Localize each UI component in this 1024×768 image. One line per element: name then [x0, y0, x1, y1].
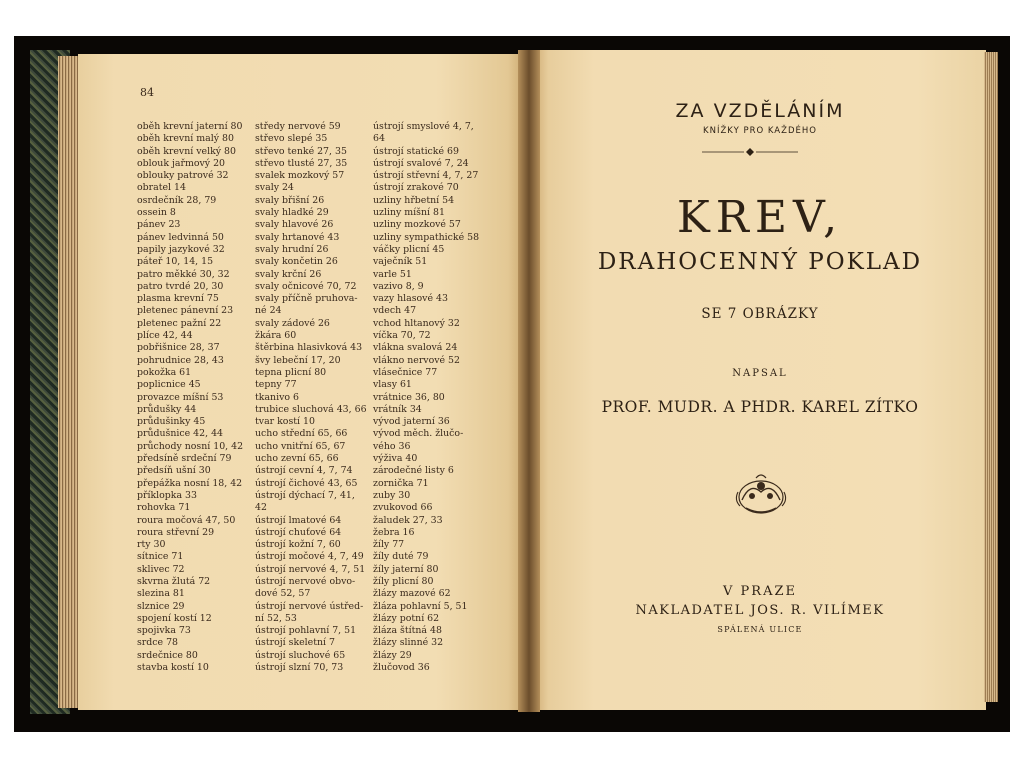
index-entry: ústrojí smyslové 4, 7, [373, 121, 474, 132]
index-entry: ústrojí zrakové 70 [373, 182, 459, 194]
index-entry: svaly hlavové 26 [255, 219, 334, 231]
index-entry: pleteneс pánevní 23 [137, 305, 234, 317]
index-entry: žaludek 27, 33 [373, 514, 443, 526]
index-entry: vývod měch. žlučo- [373, 428, 464, 440]
index-entry: výživa 40 [373, 453, 418, 465]
index-entry: střevo tenké 27, 35 [255, 145, 347, 157]
index-entry: 64 [373, 133, 385, 145]
index-entry: svaly hladké 29 [255, 207, 329, 219]
index-entry: uzliny sympathické 58 [373, 231, 480, 243]
index-entry: vlasy 61 [373, 379, 412, 391]
index-entry: svaly očnicové 70, 72 [255, 280, 357, 292]
index-entry: zuby 30 [373, 489, 411, 501]
index-entry: váčky plicní 45 [373, 243, 445, 255]
index-entry: štěrbina hlasivková 43 [255, 342, 363, 354]
index-entry: žlučovod 36 [373, 662, 430, 674]
index-entry: tkanivo 6 [255, 391, 299, 403]
index-entry: středy nervové 59 [255, 121, 341, 132]
index-entry: ústrojí střevní 4, 7, 27 [373, 170, 479, 182]
book-subtitle: DRAHOCENNÝ POKLAD [597, 249, 923, 275]
index-entry: ústrojí močové 4, 7, 49 [255, 551, 364, 563]
index-entry: svaly krční 26 [255, 268, 322, 280]
index-entry: slezina 81 [137, 588, 185, 600]
index-entry: zornička 71 [373, 477, 429, 489]
book-title: KREV, [676, 192, 844, 243]
index-column-2 [255, 121, 370, 674]
index-entry: průdušky 44 [137, 403, 197, 415]
publisher-street: SPÁLENÁ ULICE [717, 625, 803, 634]
index-entry: plasma krevní 75 [137, 293, 219, 305]
index-entry: žlázy slinné 32 [373, 637, 444, 649]
index-entry: stavba kostí 10 [137, 662, 209, 674]
book-gutter [518, 50, 540, 712]
index-entry: ústrojí dýchací 7, 41, [255, 489, 355, 501]
index-entry: vchod hltanový 32 [373, 317, 460, 329]
index-column-1 [137, 121, 252, 674]
index-entry: uzliny míšní 81 [373, 207, 445, 219]
index-entry: pánev ledvinná 50 [137, 231, 224, 243]
index-entry: ucho vnitřní 65, 67 [255, 440, 346, 452]
index-entry: svaly příčně pruhova- [255, 293, 358, 305]
index-entry: ústrojí pohlavní 7, 51 [255, 625, 357, 637]
index-entry: svaly hrtanové 43 [255, 231, 340, 243]
index-entry: oběh krevní velký 80 [137, 145, 236, 157]
index-entry: 42 [255, 502, 267, 514]
index-entry: ústrojí skeletní 7 [255, 637, 335, 649]
index-entry: srdečnice 80 [137, 649, 198, 661]
page-edges-left [58, 56, 80, 708]
divider-ornament-icon [702, 147, 798, 157]
index-entry: páteř 10, 14, 15 [137, 256, 214, 268]
index-entry: pánev 23 [137, 219, 181, 231]
series-title: ZA VZDĚLÁNÍM [675, 100, 845, 122]
index-entry: ústrojí chuťové 64 [255, 526, 342, 538]
index-entry: ní 52, 53 [255, 612, 297, 624]
index-entry: obratel 14 [137, 182, 186, 194]
index-entry: žíly plicní 80 [373, 575, 434, 587]
index-entry: svaly břišní 26 [255, 194, 325, 206]
index-entry: rohovka 71 [137, 502, 191, 514]
index-entry: zárodečné listy 6 [373, 465, 454, 477]
index-entry: rty 30 [137, 539, 166, 551]
index-entry: slznice 29 [137, 600, 185, 612]
index-entry: oběh krevní malý 80 [137, 133, 234, 145]
index-entry: ossein 8 [137, 207, 176, 219]
index-entry: žlázy mazové 62 [373, 588, 451, 600]
index-entry: vlákno nervové 52 [373, 354, 460, 366]
index-entry: pobřišnice 28, 37 [137, 342, 220, 354]
index-entry: víčka 70, 72 [373, 330, 431, 342]
page-number: 84 [140, 86, 154, 99]
index-entry: vrátník 34 [373, 403, 422, 415]
index-entry: tepny 77 [255, 379, 297, 391]
index-entry: vazy hlasové 43 [373, 293, 448, 305]
index-entry: žlázy potní 62 [373, 612, 440, 624]
index-column-3 [373, 121, 491, 674]
index-entry: střevo tlusté 27, 35 [255, 157, 348, 169]
index-entry: průdušinky 45 [137, 416, 206, 428]
index-entry: uzliny mozkové 57 [373, 219, 461, 231]
index-entry: žkára 60 [255, 330, 297, 342]
index-entry: roura střevní 29 [137, 526, 215, 538]
index-entry: příklopka 33 [137, 489, 197, 501]
index-entry: vlákna svalová 24 [373, 342, 458, 354]
index-entry: vdech 47 [373, 305, 417, 317]
page-edges-right [984, 52, 998, 702]
index-entry: svaly 24 [255, 182, 294, 194]
index-entry: ucho zevní 65, 66 [255, 453, 339, 465]
index-entry: pokožka 61 [137, 366, 192, 378]
index-entry: spojivka 73 [137, 625, 191, 637]
index-entry: předsíň ušní 30 [137, 465, 211, 477]
index-entry: varle 51 [373, 268, 412, 280]
series-subtitle: KNÍŽKY PRO KAŽDÉHO [703, 126, 817, 136]
index-entry: plíce 42, 44 [137, 330, 193, 342]
index-entry: ústrojí nervové obvo- [255, 575, 356, 587]
author-name: PROF. MUDR. A PHDR. KAREL ZÍTKO [601, 398, 919, 416]
index-entry: vaječník 51 [373, 256, 428, 268]
index-entry: průchody nosní 10, 42 [137, 440, 244, 452]
index-entry: ústrojí nervové ústřed- [255, 600, 364, 612]
index-entry: ucho střední 65, 66 [255, 428, 348, 440]
index-entry: průdušnice 42, 44 [137, 428, 224, 440]
index-entry: ústrojí lmatové 64 [255, 514, 342, 526]
index-entry: uzliny hřbetní 54 [373, 194, 455, 206]
author-label: NAPSAL [732, 368, 788, 379]
index-entry: poplicnice 45 [137, 379, 201, 391]
index-entry: ústrojí nervové 4, 7, 51 [255, 563, 366, 575]
index-entry: vého 36 [373, 440, 411, 452]
index-entry: zvukovod 66 [373, 502, 433, 514]
index-entry: švy lebeční 17, 20 [255, 354, 341, 366]
index-entry: žíly duté 79 [373, 551, 429, 563]
publisher: NAKLADATEL JOS. R. VILÍMEK [635, 603, 885, 618]
index-entry: žíly 77 [373, 539, 405, 551]
index-entry: papily jazykové 32 [137, 243, 225, 255]
index-entry: osrdečník 28, 79 [137, 194, 217, 206]
index-entry: tvar kostí 10 [255, 416, 315, 428]
index-entry: žlázy 29 [373, 649, 412, 661]
index-entry: roura močová 47, 50 [137, 514, 236, 526]
index-entry: ústrojí čichové 43, 65 [255, 477, 358, 489]
publication-city: V PRAZE [723, 584, 797, 599]
index-entry: srdce 78 [137, 637, 179, 649]
index-entry: oběh krevní jaterní 80 [137, 121, 243, 132]
index-entry: vývod jaterní 36 [373, 416, 450, 428]
index-entry: pohrudnice 28, 43 [137, 354, 224, 366]
index-entry: přepážka nosní 18, 42 [137, 477, 243, 489]
index-entry: žláza štítná 48 [373, 625, 442, 637]
index-entry: střevo slepé 35 [255, 133, 328, 145]
index-entry: oblouk jařmový 20 [137, 157, 226, 169]
index-entry: sítnice 71 [137, 551, 184, 563]
index-entry: ústrojí kožní 7, 60 [255, 539, 341, 551]
index-entry: provazce míšní 53 [137, 391, 224, 403]
index-entry: svalek mozkový 57 [255, 170, 345, 182]
floral-vignette-icon [732, 470, 790, 520]
index-entry: vrátnice 36, 80 [373, 391, 445, 403]
index-entry: vazivo 8, 9 [373, 280, 424, 292]
index-entry: dové 52, 57 [255, 588, 311, 600]
index-entry: ústrojí sluchové 65 [255, 649, 346, 661]
index-entry: žebra 16 [373, 526, 415, 538]
index-entry: patro měkké 30, 32 [137, 268, 230, 280]
index-entry: vlásečnice 77 [373, 366, 438, 378]
index-entry: ústrojí svalové 7, 24 [373, 157, 469, 169]
index-entry: sklivec 72 [137, 563, 185, 575]
index-entry: ústrojí cevní 4, 7, 74 [255, 465, 353, 477]
index-entry: pleteneс pažní 22 [137, 317, 222, 329]
index-entry: né 24 [255, 305, 282, 317]
index-entry: svaly končetin 26 [255, 256, 338, 268]
index-entry: žíly jaterní 80 [373, 563, 439, 575]
index-entry: tepna plicní 80 [255, 366, 327, 378]
index-entry: ústrojí slzní 70, 73 [255, 662, 344, 674]
index-entry: oblouky patrové 32 [137, 170, 229, 182]
index-entry: skvrna žlutá 72 [137, 575, 211, 587]
index-entry: patro tvrdé 20, 30 [137, 280, 224, 292]
index-entry: žláza pohlavní 5, 51 [373, 600, 468, 612]
figure-note: SE 7 OBRÁZKY [701, 306, 819, 322]
index-entry: spojení kostí 12 [137, 612, 212, 624]
index-entry: svaly zádové 26 [255, 317, 330, 329]
index-entry: trubice sluchová 43, 66 [255, 403, 367, 415]
index-entry: ústrojí statické 69 [373, 145, 459, 157]
index-entry: svaly hrudní 26 [255, 243, 329, 255]
index-entry: předsíně srdeční 79 [137, 453, 232, 465]
